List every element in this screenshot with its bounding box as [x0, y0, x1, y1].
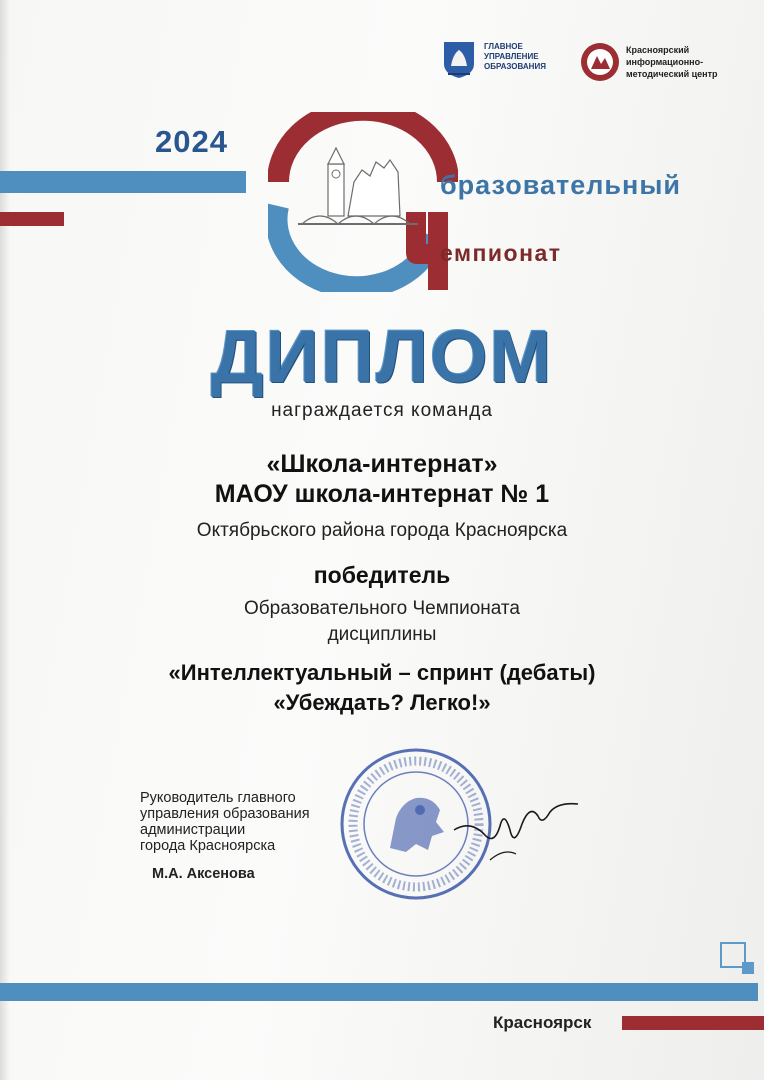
discipline-name: «Интеллектуальный – спринт (дебаты)	[168, 660, 596, 685]
footer-stripe-blue	[0, 983, 758, 1001]
discipline-label: дисциплины	[327, 624, 437, 645]
footer-stripe-red	[622, 1016, 764, 1030]
krasnoyarsk-coat-of-arms-icon	[442, 40, 476, 80]
district-text: Октябрьского района города Красноярска	[196, 520, 568, 541]
emblem-title-line1: бразовательный	[440, 170, 681, 200]
awarded-to-text: награждается команда	[271, 400, 493, 421]
logo-main-education-department-text: ГЛАВНОЕ УПРАВЛЕНИЕ ОБРАЗОВАНИЯ	[484, 42, 546, 71]
decorative-square-filled	[742, 962, 754, 974]
discipline-motto: «Убеждать? Легко!»	[273, 690, 491, 715]
footer-city: Красноярск	[493, 1013, 592, 1032]
team-name: «Школа-интернат»	[266, 450, 498, 478]
decorative-stripe-blue	[0, 171, 246, 193]
decorative-stripe-red	[0, 212, 64, 226]
winner-text: победитель	[313, 562, 451, 588]
kimc-logo-icon	[580, 42, 620, 82]
signer-position: Руководитель главного управления образования администрации города Красноярска	[140, 790, 310, 854]
championship-emblem-icon	[268, 112, 458, 292]
signer-name: М.А. Аксенова	[152, 866, 255, 882]
emblem-title-line2: емпионат	[440, 240, 562, 266]
school-name: МАОУ школа-интернат № 1	[214, 480, 550, 508]
handwritten-signature	[450, 790, 580, 870]
championship-year: 2024	[155, 124, 228, 159]
diploma-title: ДИПЛОМ	[210, 315, 554, 398]
championship-text: Образовательного Чемпионата	[244, 598, 520, 619]
logo-kimc-text: Красноярский информационно- методический центр	[626, 45, 718, 79]
